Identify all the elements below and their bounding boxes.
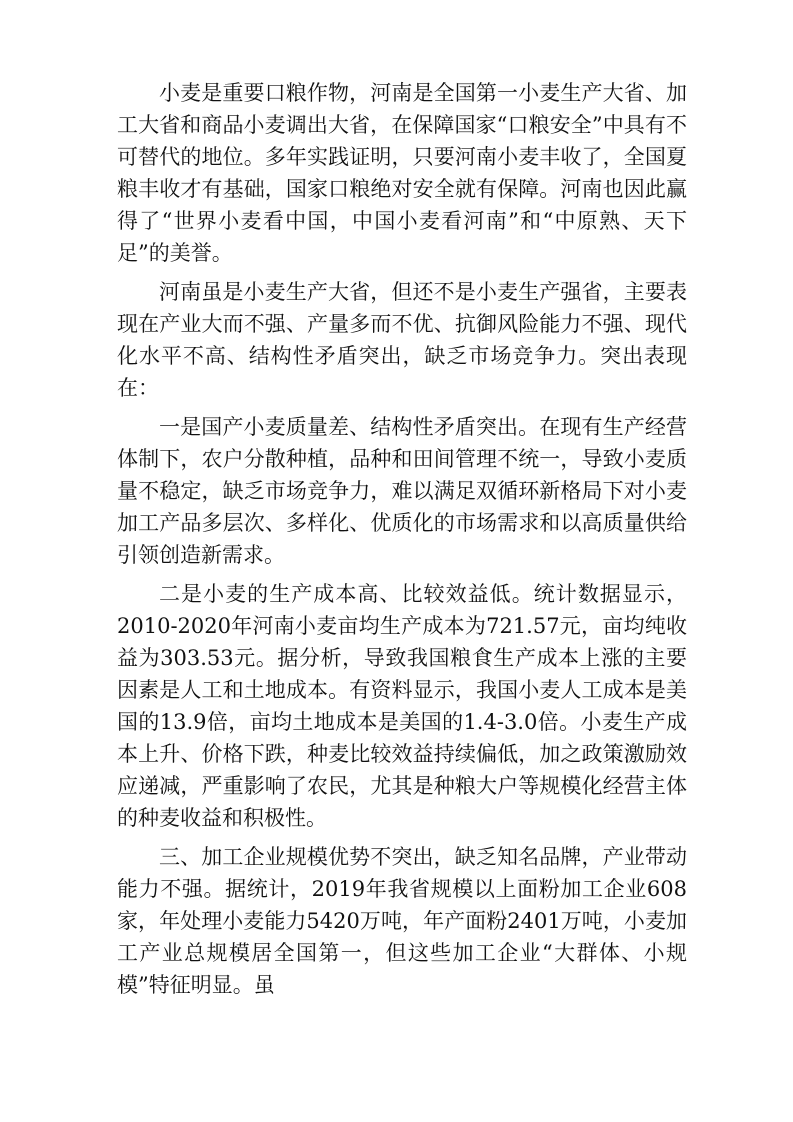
- paragraph-problem-summary: 河南虽是小麦生产大省，但还不是小麦生产强省，主要表现在产业大而不强、产量多而不优、抗御风险能力不强、现代化水平不高、结构性矛盾突出，缺乏市场竞争力。突出表现在：: [117, 280, 687, 400]
- paragraph-intro: 小麦是重要口粮作物，河南是全国第一小麦生产大省、加工大省和商品小麦调出大省，在保障国家“口粮安全”中具有不可替代的地位。多年实践证明，只要河南小麦丰收了，全国夏粮丰收才有基础，国家口粮绝对安全就有保障。河南也因此赢得了“世界小麦看中国，中国小麦看河南”和“中原熟、天下足”的美誉。: [117, 81, 687, 265]
- paragraph-point-two: 二是小麦的生产成本高、比较效益低。统计数据显示，2010-2020年河南小麦亩均生产成本为721.57元，亩均纯收益为303.53元。据分析，导致我国粮食生产成本上涨的主要因素是人工和土地成本。有资料显示，我国小麦人工成本是美国的13.9倍，亩均土地成本是美国的1.4-3.0倍。小麦生产成本上升、价格下跌，种麦比较效益持续偏低，加之政策激励效应递减，严重影响了农民，尤其是种粮大户等规模化经营主体的种麦收益和积极性。: [117, 582, 687, 830]
- paragraph-point-three: 三、加工企业规模优势不突出，缺乏知名品牌，产业带动能力不强。据统计，2019年我省规模以上面粉加工企业608家，年处理小麦能力5420万吨，年产面粉2401万吨，小麦加工产业总规模居全国第一，但这些加工企业“大群体、小规模”特征明显。虽: [117, 845, 687, 997]
- paragraph-point-one: 一是国产小麦质量差、结构性矛盾突出。在现有生产经营体制下，农户分散种植，品种和田间管理不统一，导致小麦质量不稳定，缺乏市场竞争力，难以满足双循环新格局下对小麦加工产品多层次、多样化、优质化的市场需求和以高质量供给引领创造新需求。: [117, 415, 687, 567]
- document-body: [117, 77, 687, 1008]
